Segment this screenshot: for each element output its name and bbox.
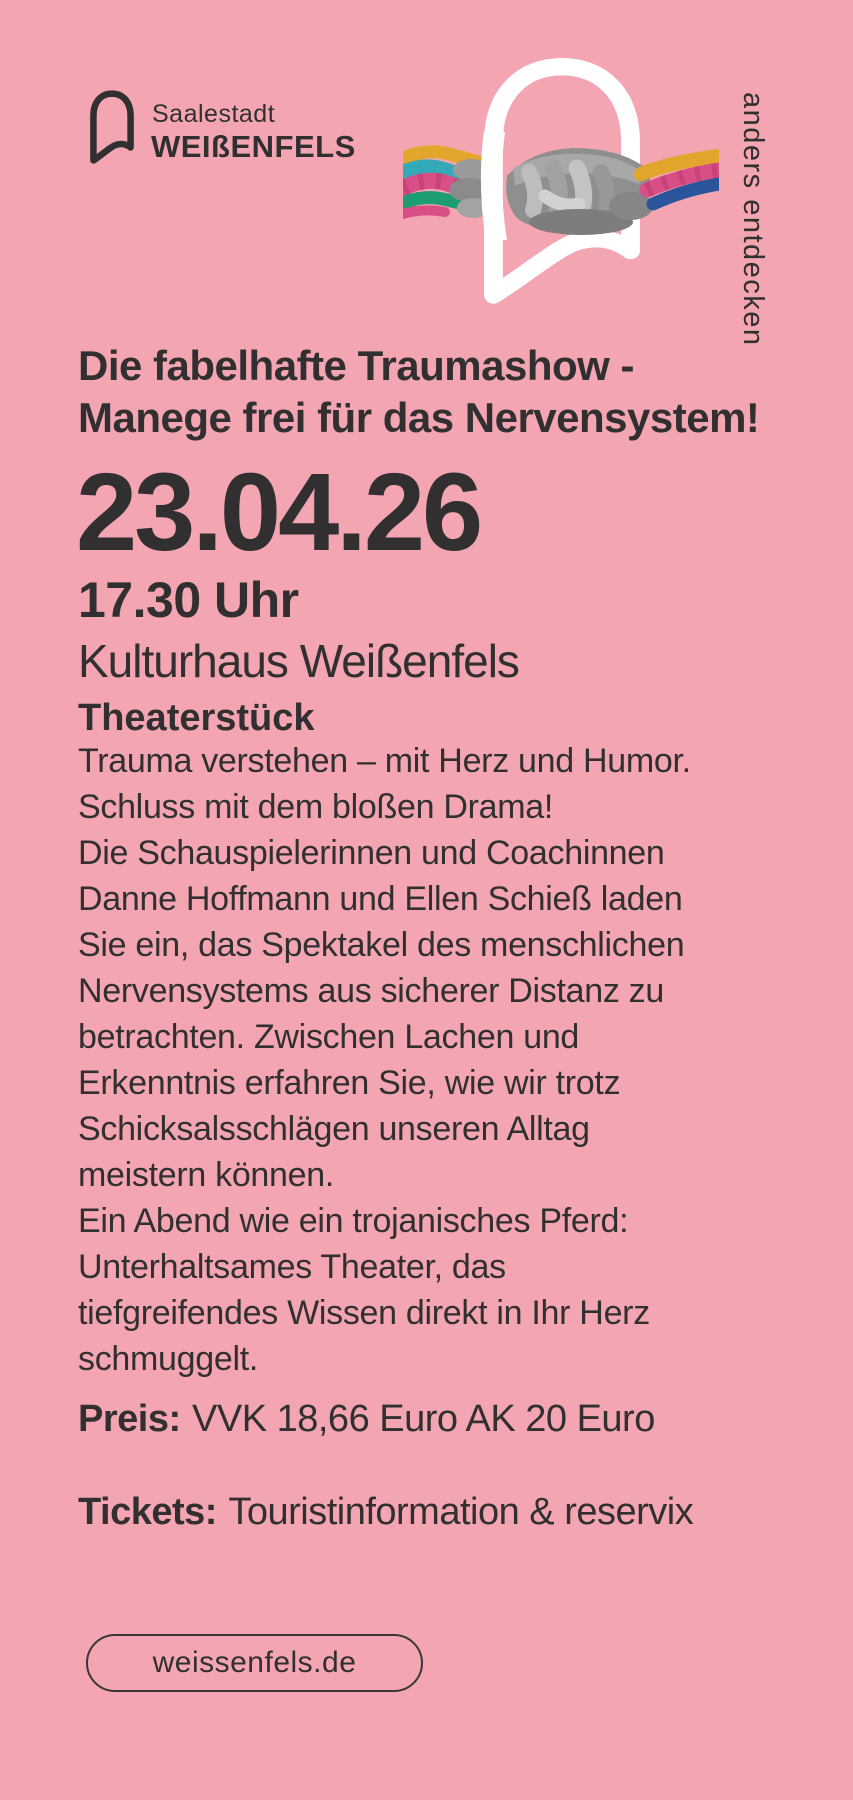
- city-logo-arch-icon: [86, 86, 138, 170]
- event-title-line2: Manege frei für das Nervensystem!: [78, 394, 760, 441]
- tickets-label: Tickets:: [78, 1491, 217, 1533]
- description-line: Die Schauspielerinnen und Coachinnen: [78, 834, 665, 872]
- event-time: 17.30 Uhr: [78, 572, 299, 628]
- description-line: Trauma verstehen – mit Herz und Humor.: [78, 742, 691, 780]
- event-description: [78, 738, 778, 1382]
- description-line: Schicksalsschlägen unseren Alltag: [78, 1110, 590, 1148]
- description-line: betrachten. Zwischen Lachen und: [78, 1018, 580, 1056]
- description-line: Schluss mit dem bloßen Drama!: [78, 788, 554, 826]
- vertical-slogan: anders entdecken: [737, 92, 769, 347]
- event-title: [78, 340, 759, 444]
- description-line: tiefgreifendes Wissen direkt in Ihr Herz: [78, 1294, 650, 1332]
- description-line: meistern können.: [78, 1156, 335, 1194]
- description-line: Danne Hoffmann und Ellen Schieß laden: [78, 880, 683, 918]
- description-line: Ein Abend wie ein trojanisches Pferd:: [78, 1202, 629, 1240]
- logo-name: WEIßENFELS: [151, 129, 356, 164]
- price-line: [78, 1396, 655, 1442]
- event-date: 23.04.26: [76, 451, 481, 574]
- description-line: schmuggelt.: [78, 1340, 259, 1378]
- event-category: Theaterstück: [78, 697, 315, 739]
- logo-tagline: Saalestadt: [152, 100, 276, 128]
- event-venue: Kulturhaus Weißenfels: [78, 635, 519, 687]
- description-line: Unterhaltsames Theater, das: [78, 1248, 506, 1286]
- description-line: Erkenntnis erfahren Sie, wie wir trotz: [78, 1064, 621, 1102]
- description-line: Sie ein, das Spektakel des menschlichen: [78, 926, 685, 964]
- rope-handshake-image: [403, 132, 719, 240]
- price-value: VVK 18,66 Euro AK 20 Euro: [192, 1398, 655, 1440]
- tickets-value: Touristinformation & reservix: [228, 1491, 694, 1533]
- website-button[interactable]: weissenfels.de: [86, 1634, 423, 1692]
- event-title-line1: Die fabelhafte Traumashow -: [78, 342, 634, 389]
- tickets-line: [78, 1489, 693, 1535]
- description-line: Nervensystems aus sicherer Distanz zu: [78, 972, 664, 1010]
- price-label: Preis:: [78, 1398, 181, 1440]
